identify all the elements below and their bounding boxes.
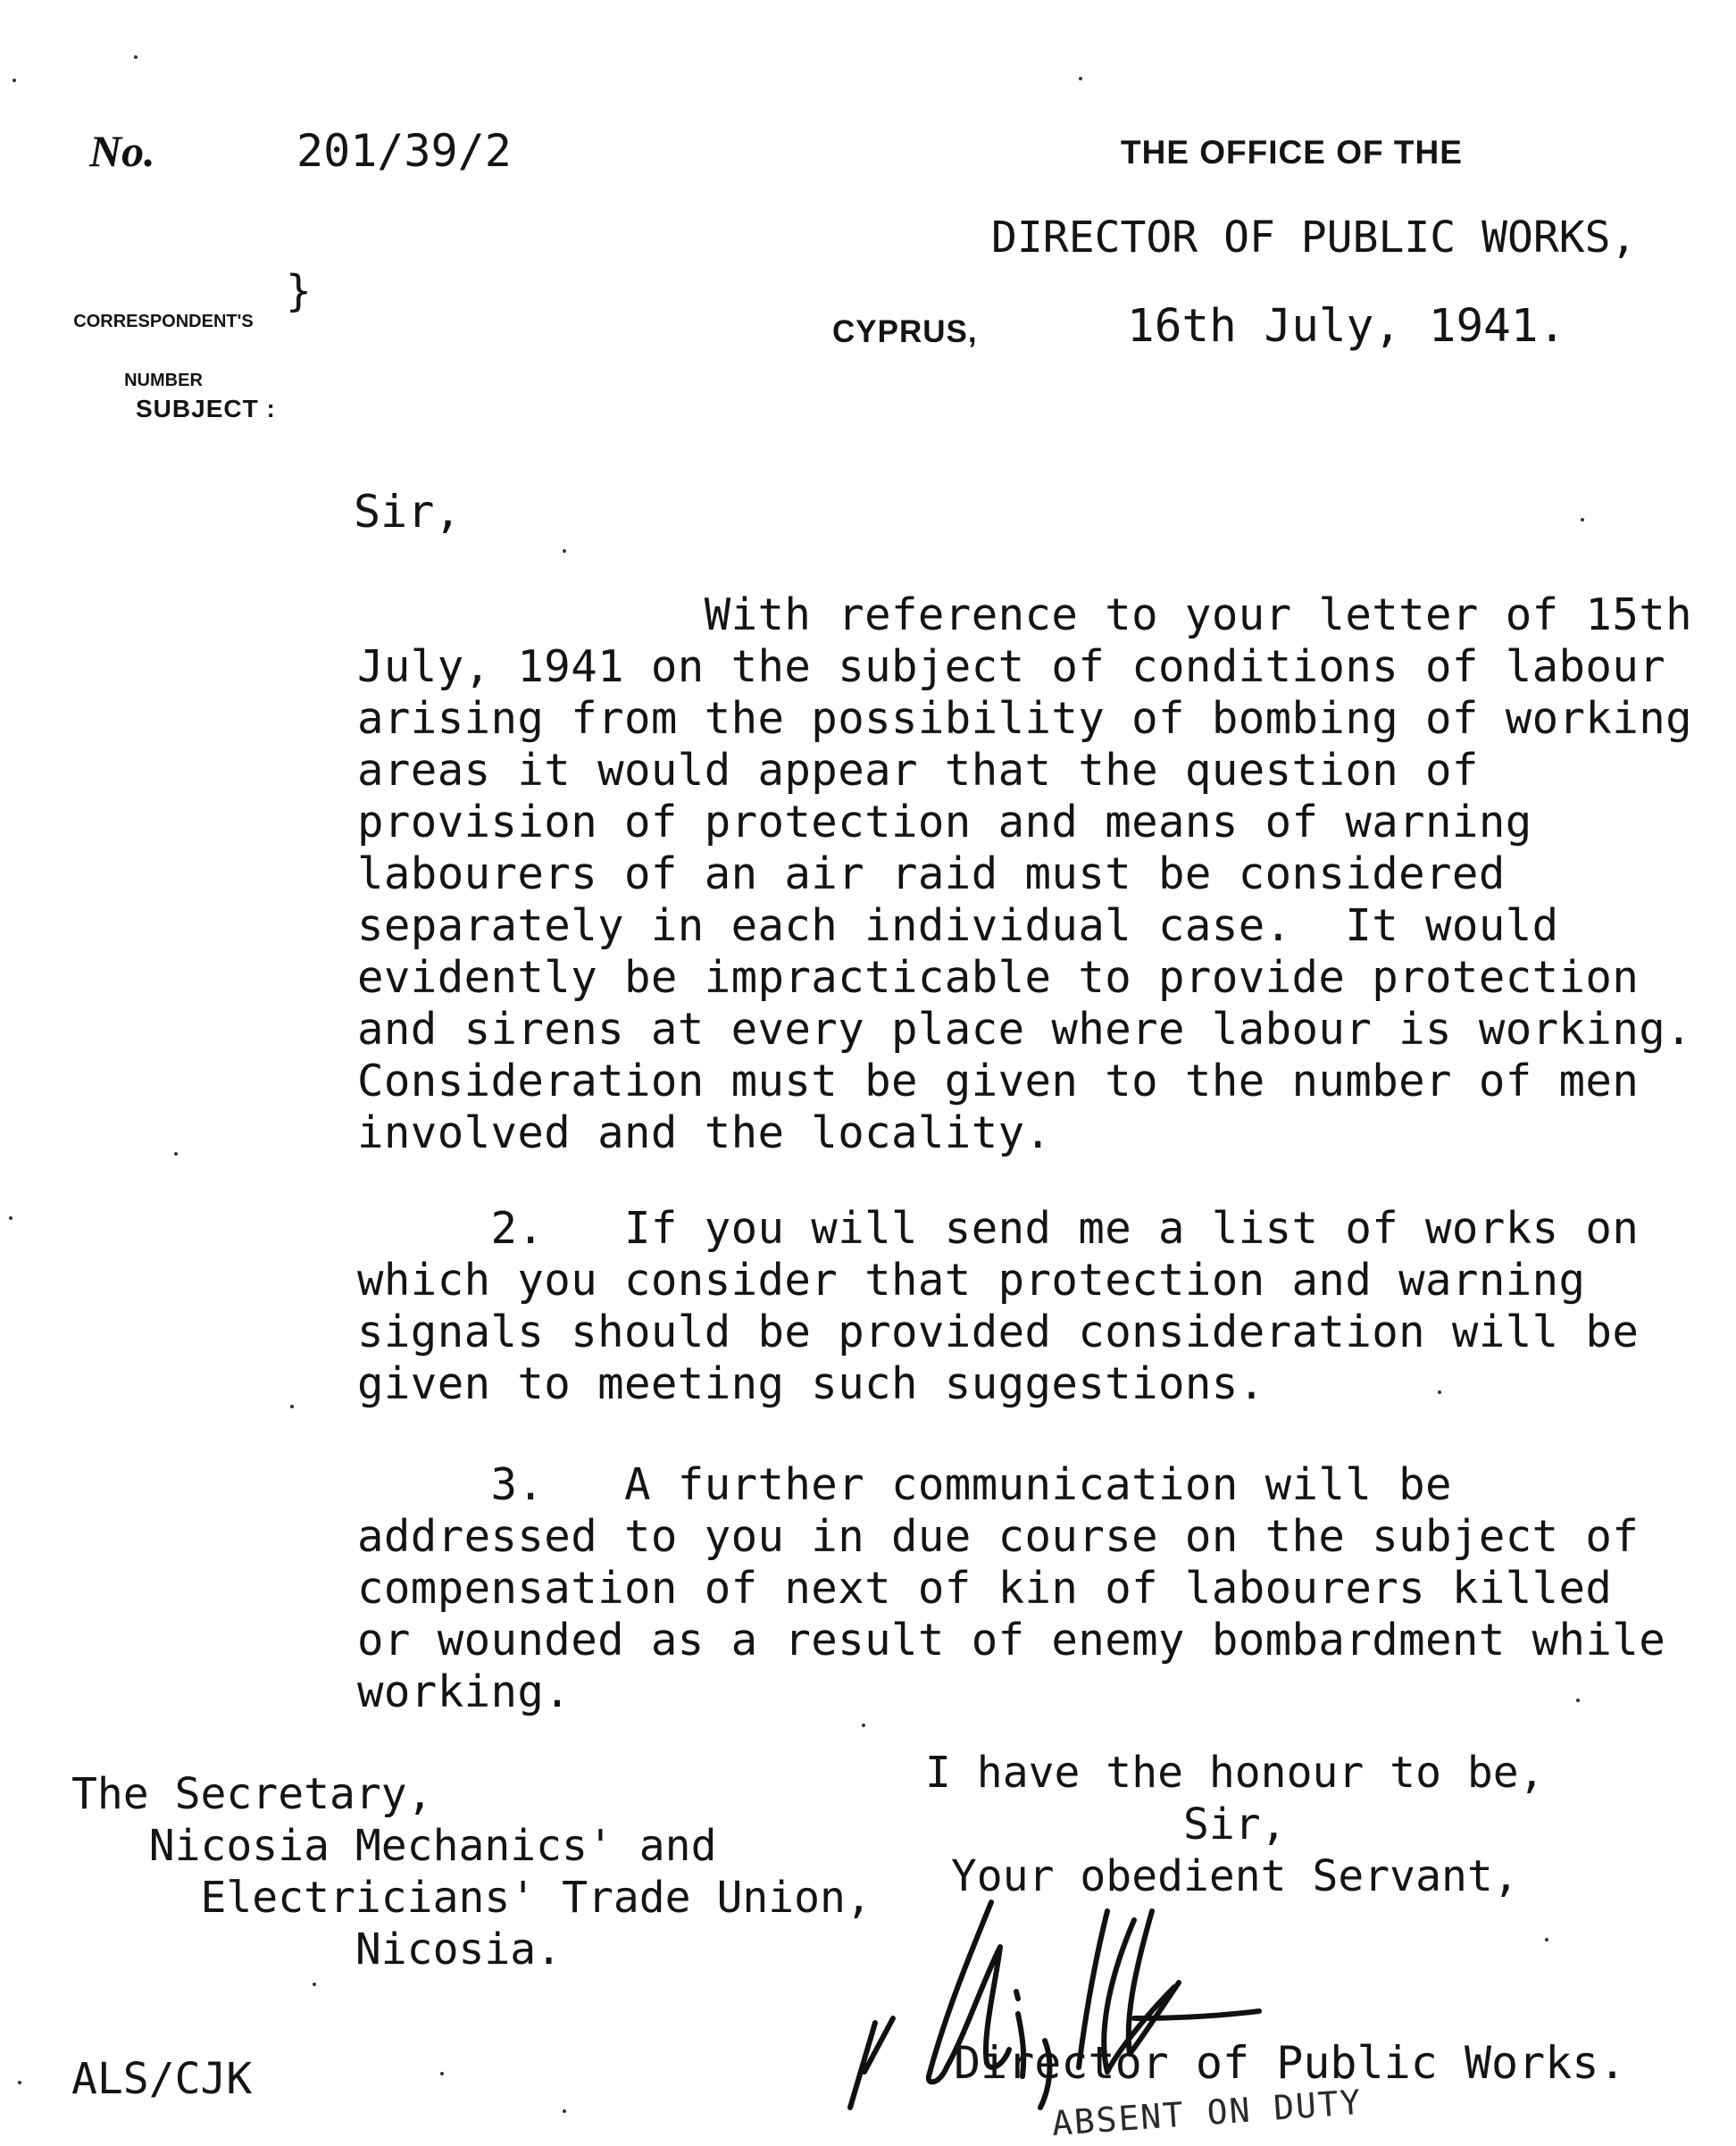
absent-on-duty-stamp: ABSENT ON DUTY bbox=[1050, 2082, 1364, 2143]
paper-speck bbox=[9, 1216, 13, 1220]
typist-initials: ALS/CJK bbox=[71, 2054, 253, 2104]
correspondent-label-line: NUMBER bbox=[124, 371, 203, 390]
location-label: CYPRUS, bbox=[832, 314, 978, 349]
salutation: Sir, bbox=[354, 486, 462, 538]
paper-speck bbox=[174, 1152, 178, 1156]
closing-block: I have the honour to be, Sir, Your obedient Servant, bbox=[925, 1748, 1545, 1901]
signatory-title: Director of Public Works. bbox=[954, 2037, 1626, 2089]
brace-glyph: } bbox=[286, 266, 312, 316]
paper-speck bbox=[134, 55, 138, 59]
paper-speck bbox=[290, 1405, 294, 1408]
paper-speck bbox=[13, 79, 16, 82]
paper-speck bbox=[18, 2081, 21, 2084]
paragraph-1: With reference to your letter of 15th July, 1941 on the subject of conditions of labour arising from the possibility of bombing of working areas it would appear that the question of provision of protection and means of warning labourers of an air raid must be considered separately in each individual case. It would evidently be impracticable to provide protection and sirens at every place where labour is working. Consideration must be given to the number of men involved and the locality. bbox=[357, 589, 1693, 1158]
office-heading: THE OFFICE OF THE bbox=[1121, 134, 1463, 171]
addressee-block: The Secretary, Nicosia Mechanics' and Electricians' Trade Union, Nicosia. bbox=[71, 1769, 872, 1975]
letter-date: 16th July, 1941. bbox=[1127, 300, 1566, 353]
paper-speck bbox=[563, 2109, 566, 2113]
office-name: DIRECTOR OF PUBLIC WORKS, bbox=[991, 213, 1637, 263]
paper-speck bbox=[1576, 1699, 1580, 1702]
paragraph-3: 3. A further communication will be addressed to you in due course on the subject of compensation of next of kin of labourers killed or wounded as a result of enemy bombardment while working. bbox=[357, 1459, 1666, 1717]
paper-speck bbox=[1545, 1938, 1548, 1941]
paper-speck bbox=[1438, 1390, 1441, 1394]
number-label: No. bbox=[89, 126, 155, 176]
paper-speck bbox=[862, 1724, 865, 1727]
subject-label: SUBJECT : bbox=[136, 395, 276, 422]
correspondent-label-line: CORRESPONDENT'S bbox=[73, 312, 254, 331]
paper-speck bbox=[440, 2072, 444, 2075]
paragraph-2: 2. If you will send me a list of works on which you consider that protection and warning signals should be provided consideration will be given to meeting such suggestions. bbox=[357, 1203, 1640, 1409]
paper-speck bbox=[313, 1983, 316, 1986]
reference-number: 201/39/2 bbox=[296, 125, 512, 177]
paper-speck bbox=[563, 549, 566, 553]
paper-speck bbox=[1079, 77, 1082, 80]
paper-speck bbox=[1581, 518, 1584, 522]
